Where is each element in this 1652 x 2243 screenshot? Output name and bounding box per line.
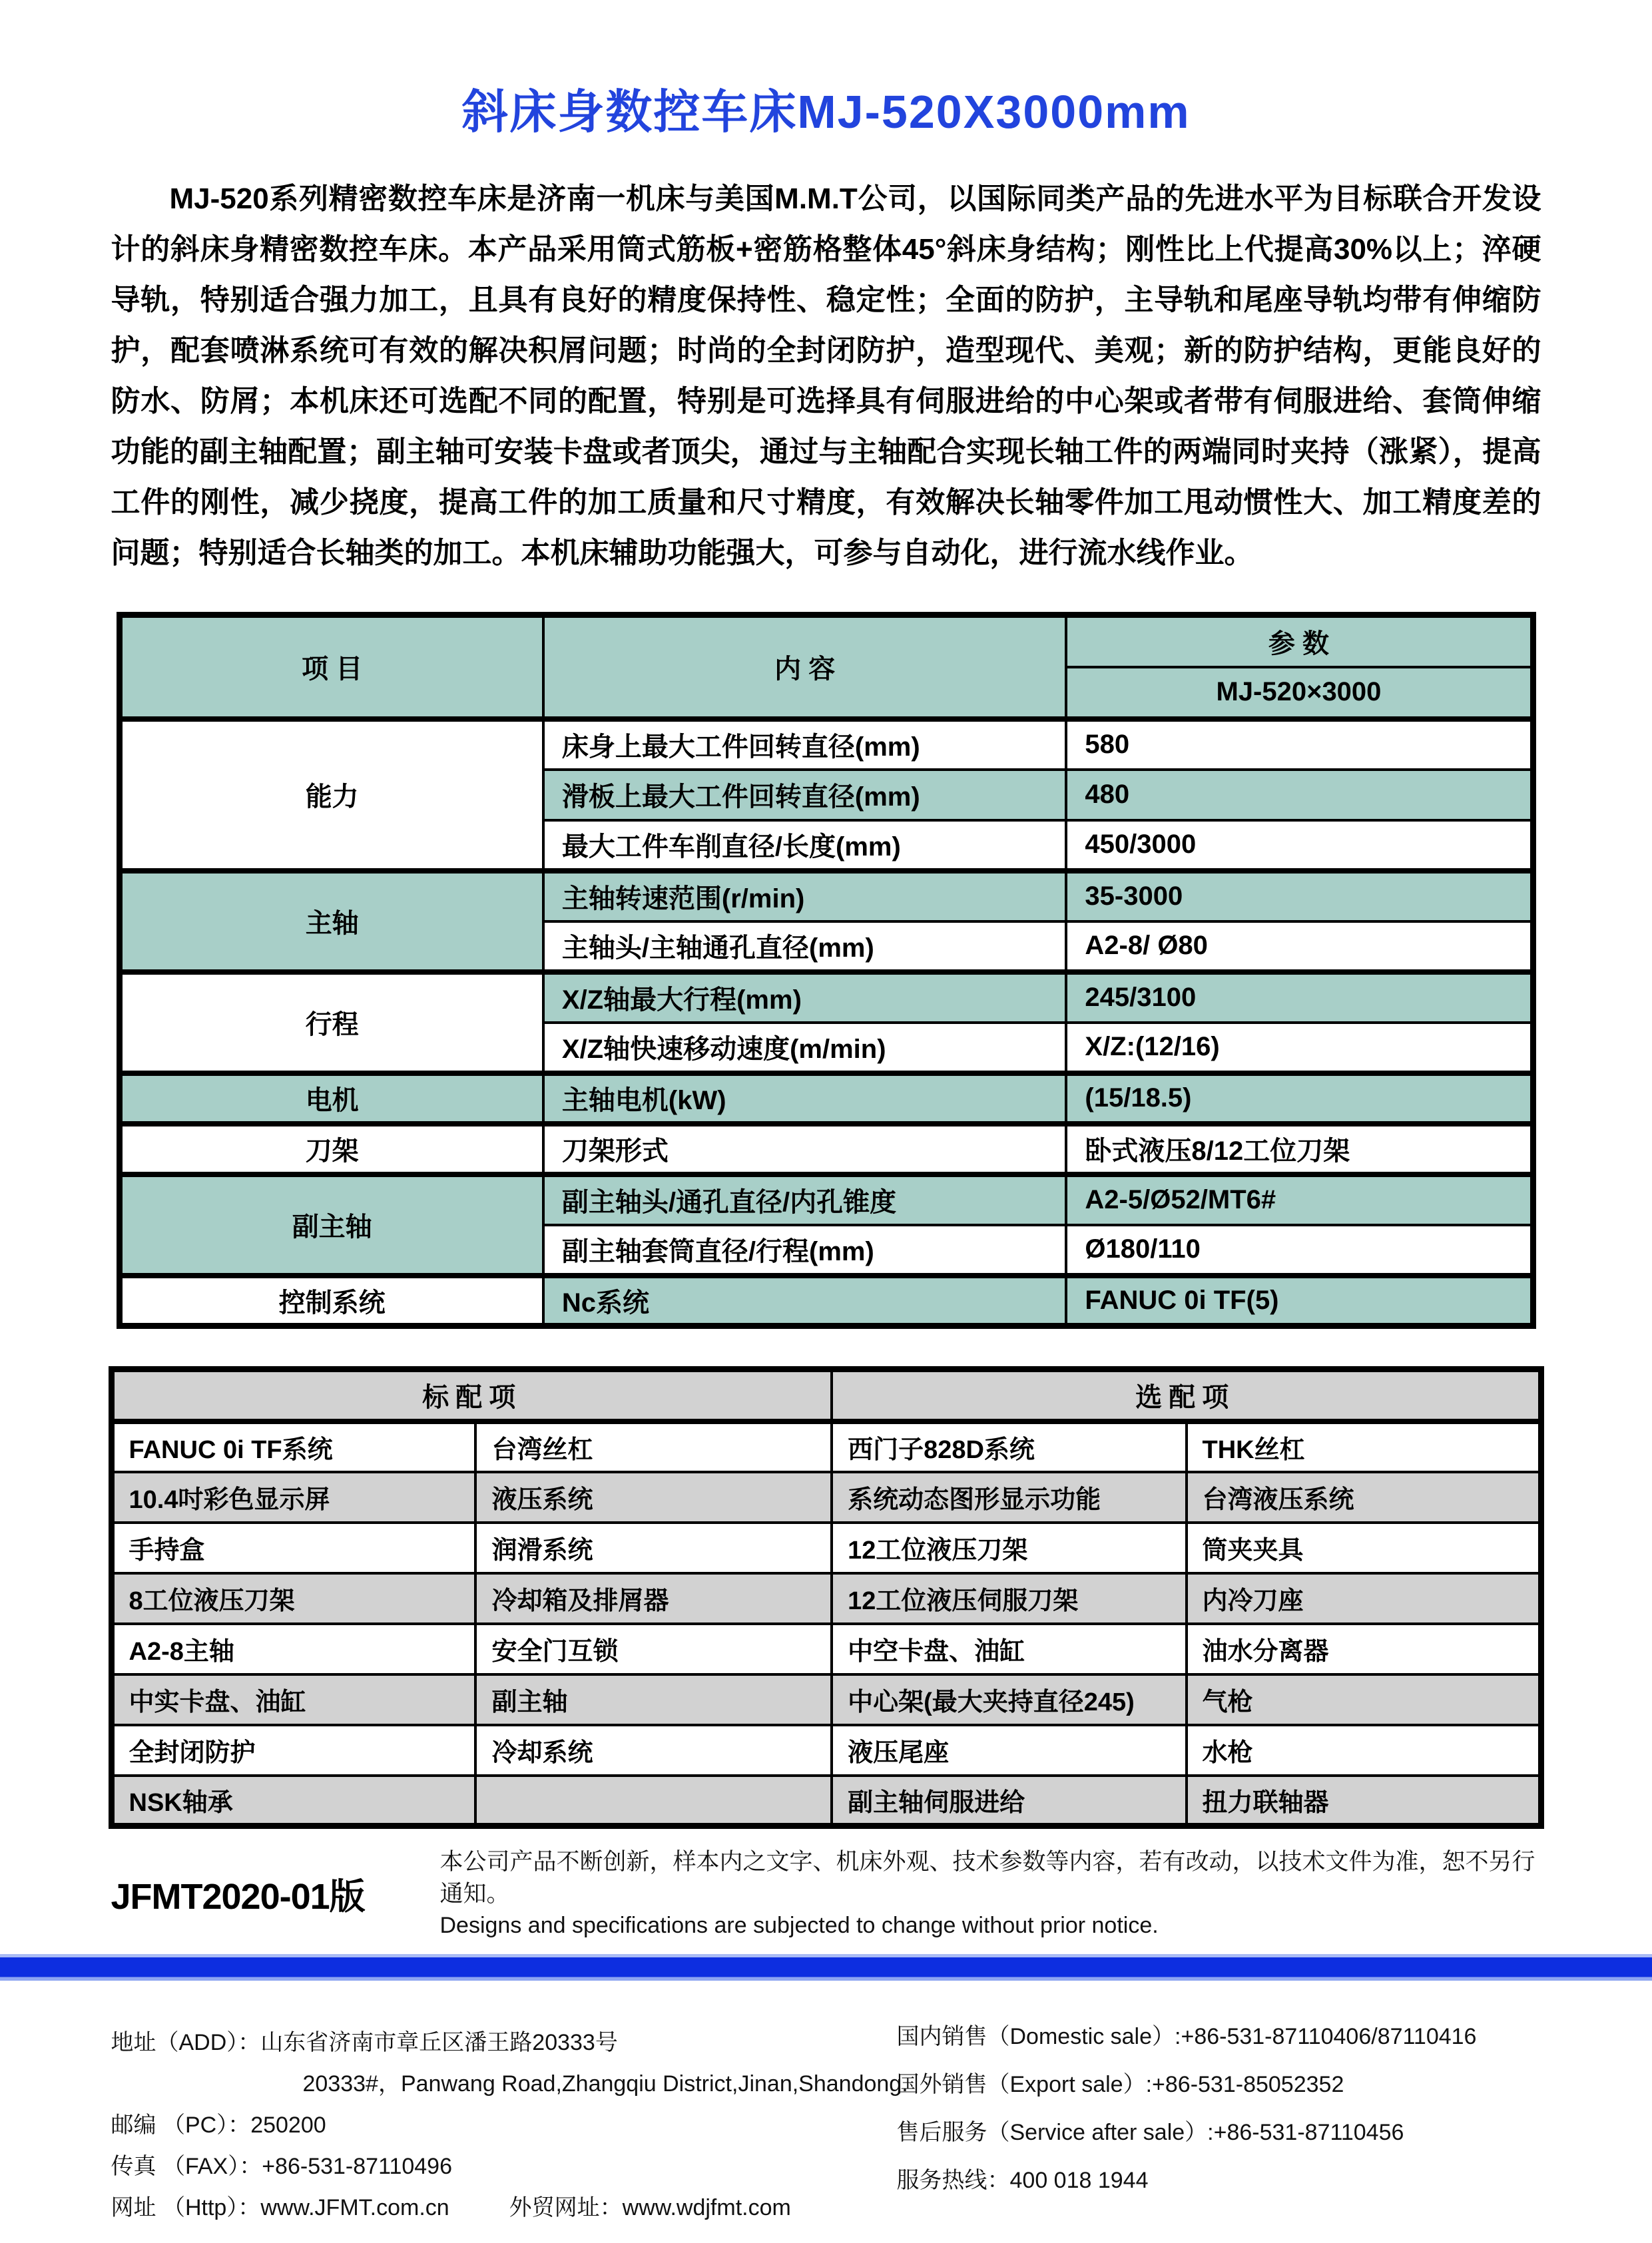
- spec-group-subspindle: 副主轴: [119, 1174, 543, 1276]
- config-cell: 冷却系统: [475, 1725, 832, 1776]
- table-row: [111, 1573, 1541, 1624]
- config-cell: 手持盒: [111, 1523, 475, 1573]
- spec-header-param: 参 数: [1066, 615, 1533, 667]
- spec-content: X/Z轴快速移动速度(m/min): [543, 1023, 1067, 1073]
- spec-group-spindle: 主轴: [119, 871, 543, 972]
- spec-content: X/Z轴最大行程(mm): [543, 972, 1067, 1023]
- spec-content: 主轴转速范围(r/min): [543, 871, 1067, 921]
- config-cell: 油水分离器: [1187, 1624, 1541, 1674]
- website-value: www.JFMT.com.cn: [260, 2195, 449, 2220]
- table-row: [119, 1073, 1533, 1124]
- spec-group-motor: 电机: [119, 1073, 543, 1124]
- spec-group-control: 控制系统: [119, 1276, 543, 1326]
- spec-header-model: MJ-520×3000: [1066, 667, 1533, 719]
- spec-value: FANUC 0i TF(5): [1066, 1276, 1533, 1326]
- spec-content: 副主轴头/通孔直径/内孔锥度: [543, 1174, 1067, 1225]
- website-line: [111, 2187, 897, 2228]
- postcode-line: [111, 2105, 897, 2146]
- table-row: [111, 1674, 1541, 1725]
- spec-value: A2-8/ Ø80: [1066, 921, 1533, 972]
- change-notice-en: Designs and specifications are subjected to change without prior notice.: [439, 1913, 1159, 1938]
- table-row: [119, 1124, 1533, 1174]
- config-cell: 副主轴: [475, 1674, 832, 1725]
- spec-content: 床身上最大工件回转直径(mm): [543, 719, 1067, 770]
- config-cell: [475, 1776, 832, 1826]
- config-cell: 系统动态图形显示功能: [832, 1472, 1186, 1523]
- config-cell: 扭力联轴器: [1187, 1776, 1541, 1826]
- spec-group-turret: 刀架: [119, 1124, 543, 1174]
- contact-right-column: [897, 2022, 1541, 2228]
- spec-table: [117, 612, 1536, 1329]
- spec-value: 480: [1066, 770, 1533, 820]
- table-row: [119, 871, 1533, 921]
- config-cell: THK丝杠: [1187, 1421, 1541, 1472]
- config-cell: 西门子828D系统: [832, 1421, 1186, 1472]
- config-cell: 中空卡盘、油缸: [832, 1624, 1186, 1674]
- config-cell: 12工位液压刀架: [832, 1523, 1186, 1573]
- export-sale-line: 国外销售（Export sale）:+86-531-85052352: [896, 2072, 1344, 2097]
- config-cell: 筒夹夹具: [1187, 1523, 1541, 1573]
- config-cell: 副主轴伺服进给: [832, 1776, 1186, 1826]
- config-cell: 水枪: [1187, 1725, 1541, 1776]
- config-table: [109, 1366, 1544, 1829]
- config-cell: 台湾液压系统: [1187, 1472, 1541, 1523]
- address-line-en: [111, 2063, 908, 2105]
- spec-value: 35-3000: [1066, 871, 1533, 921]
- trade-website-label: 外贸网址：: [509, 2195, 623, 2220]
- address-value: 山东省济南市章丘区潘王路20333号: [260, 2030, 618, 2055]
- config-cell: 12工位液压伺服刀架: [832, 1573, 1186, 1624]
- spec-header-item: 项 目: [119, 615, 543, 719]
- catalog-version: JFMT2020-01版: [111, 1876, 365, 1917]
- page-title: 斜床身数控车床MJ-520X3000mm: [461, 86, 1191, 138]
- contact-left-column: [111, 2022, 908, 2228]
- postcode-label: 邮编 （PC）：: [111, 2113, 251, 2138]
- spec-group-travel: 行程: [119, 972, 543, 1073]
- trade-website-value: www.wdjfmt.com: [622, 2195, 791, 2220]
- spec-value: 卧式液压8/12工位刀架: [1066, 1124, 1533, 1174]
- change-notice-cn: 本公司产品不断创新，样本内之文字、机床外观、技术参数等内容，若有改动，以技术文件为准，恕不另行通知。: [439, 1849, 1535, 1907]
- config-cell: 中实卡盘、油缸: [111, 1674, 475, 1725]
- spec-value: 580: [1066, 719, 1533, 770]
- config-cell: 10.4吋彩色显示屏: [111, 1472, 475, 1523]
- config-cell: 全封闭防护: [111, 1725, 475, 1776]
- config-cell: 气枪: [1187, 1674, 1541, 1725]
- table-row: [119, 1174, 1533, 1225]
- website-label: 网址 （Http）：: [111, 2195, 261, 2220]
- table-row: [119, 719, 1533, 770]
- postcode-value: 250200: [250, 2113, 326, 2138]
- spec-header-row: [119, 615, 1533, 667]
- contact-block: [111, 2022, 1541, 2228]
- config-cell: 8工位液压刀架: [111, 1573, 475, 1624]
- divider-bar: [0, 1954, 1652, 1981]
- spec-content: 主轴电机(kW): [543, 1073, 1067, 1124]
- config-header-standard: 标配项: [111, 1370, 832, 1421]
- spec-value: 450/3000: [1066, 820, 1533, 871]
- product-description: MJ-520系列精密数控车床是济南一机床与美国M.M.T公司，以国际同类产品的先进水平为目标联合开发设计的斜床身精密数控车床。本产品采用筒式筋板+密筋格整体45°斜床身结构；刚性比上代提高30%以上；淬硬导轨，特别适合强力加工，且具有良好的精度保持性、稳定性；全面的防护，主导轨和尾座导轨均带有伸缩防护，配套喷淋系统可有效的解决积屑问题；时尚的全封闭防护，造型现代、美观；新的防护结构，更能良好的防水、防屑；本机床还可选配不同的配置，特别是可选择具有伺服进给的中心架或者带有伺服进给、套筒伸缩功能的副主轴配置；副主轴可安装卡盘或者顶尖，通过与主轴配合实现长轴工件的两端同时夹持（涨紧），提高工件的刚性，减少挠度，提高工件的加工质量和尺寸精度，有效解决长轴零件加工甩动惯性大、加工精度差的问题；特别适合长轴类的加工。本机床辅助功能强大，可参与自动化，进行流水线作业。: [111, 182, 1541, 569]
- config-cell: 台湾丝杠: [475, 1421, 832, 1472]
- config-cell: 润滑系统: [475, 1523, 832, 1573]
- table-row: [111, 1523, 1541, 1573]
- spec-value: A2-5/Ø52/MT6#: [1066, 1174, 1533, 1225]
- table-row: [111, 1624, 1541, 1674]
- spec-content: 滑板上最大工件回转直径(mm): [543, 770, 1067, 820]
- config-header-row: [111, 1370, 1541, 1421]
- fax-line: [111, 2146, 897, 2187]
- spec-content: Nc系统: [543, 1276, 1067, 1326]
- config-cell: A2-8主轴: [111, 1624, 475, 1674]
- spec-group-capability: 能力: [119, 719, 543, 871]
- spec-value: Ø180/110: [1066, 1225, 1533, 1276]
- config-cell: 内冷刀座: [1187, 1573, 1541, 1624]
- spec-header-content: 内 容: [543, 615, 1067, 719]
- table-row: [111, 1776, 1541, 1826]
- config-cell: 液压尾座: [832, 1725, 1186, 1776]
- spec-content: 副主轴套筒直径/行程(mm): [543, 1225, 1067, 1276]
- after-sale-line: 售后服务（Service after sale）:+86-531-87110456: [896, 2120, 1404, 2145]
- table-row: [111, 1725, 1541, 1776]
- spec-content: 刀架形式: [543, 1124, 1067, 1174]
- spec-content: 主轴头/主轴通孔直径(mm): [543, 921, 1067, 972]
- spec-value: 245/3100: [1066, 972, 1533, 1023]
- hotline-line: 服务热线：400 018 1944: [896, 2168, 1149, 2193]
- fax-label: 传真 （FAX）：: [111, 2154, 262, 2179]
- config-header-optional: 选配项: [832, 1370, 1541, 1421]
- domestic-sale-line: 国内销售（Domestic sale）:+86-531-87110406/87110416: [896, 2024, 1477, 2049]
- config-cell: 冷却箱及排屑器: [475, 1573, 832, 1624]
- spec-value: (15/18.5): [1066, 1073, 1533, 1124]
- table-row: [119, 1276, 1533, 1326]
- config-cell: 安全门互锁: [475, 1624, 832, 1674]
- spec-value: X/Z:(12/16): [1066, 1023, 1533, 1073]
- footer-version-row: [111, 1846, 1541, 1941]
- table-row: [111, 1421, 1541, 1472]
- config-cell: 液压系统: [475, 1472, 832, 1523]
- address-line: [111, 2022, 897, 2063]
- fax-value: +86-531-87110496: [262, 2154, 452, 2179]
- config-cell: NSK轴承: [111, 1776, 475, 1826]
- config-cell: 中心架(最大夹持直径245): [832, 1674, 1186, 1725]
- table-row: [119, 972, 1533, 1023]
- address-label: 地址（ADD）：: [111, 2030, 261, 2055]
- config-cell: FANUC 0i TF系统: [111, 1421, 475, 1472]
- address-value-en: 20333#，Panwang Road,Zhangqiu District,Jinan,Shandong.: [302, 2071, 908, 2097]
- change-notice: [431, 1846, 1541, 1941]
- spec-content: 最大工件车削直径/长度(mm): [543, 820, 1067, 871]
- table-row: [111, 1472, 1541, 1523]
